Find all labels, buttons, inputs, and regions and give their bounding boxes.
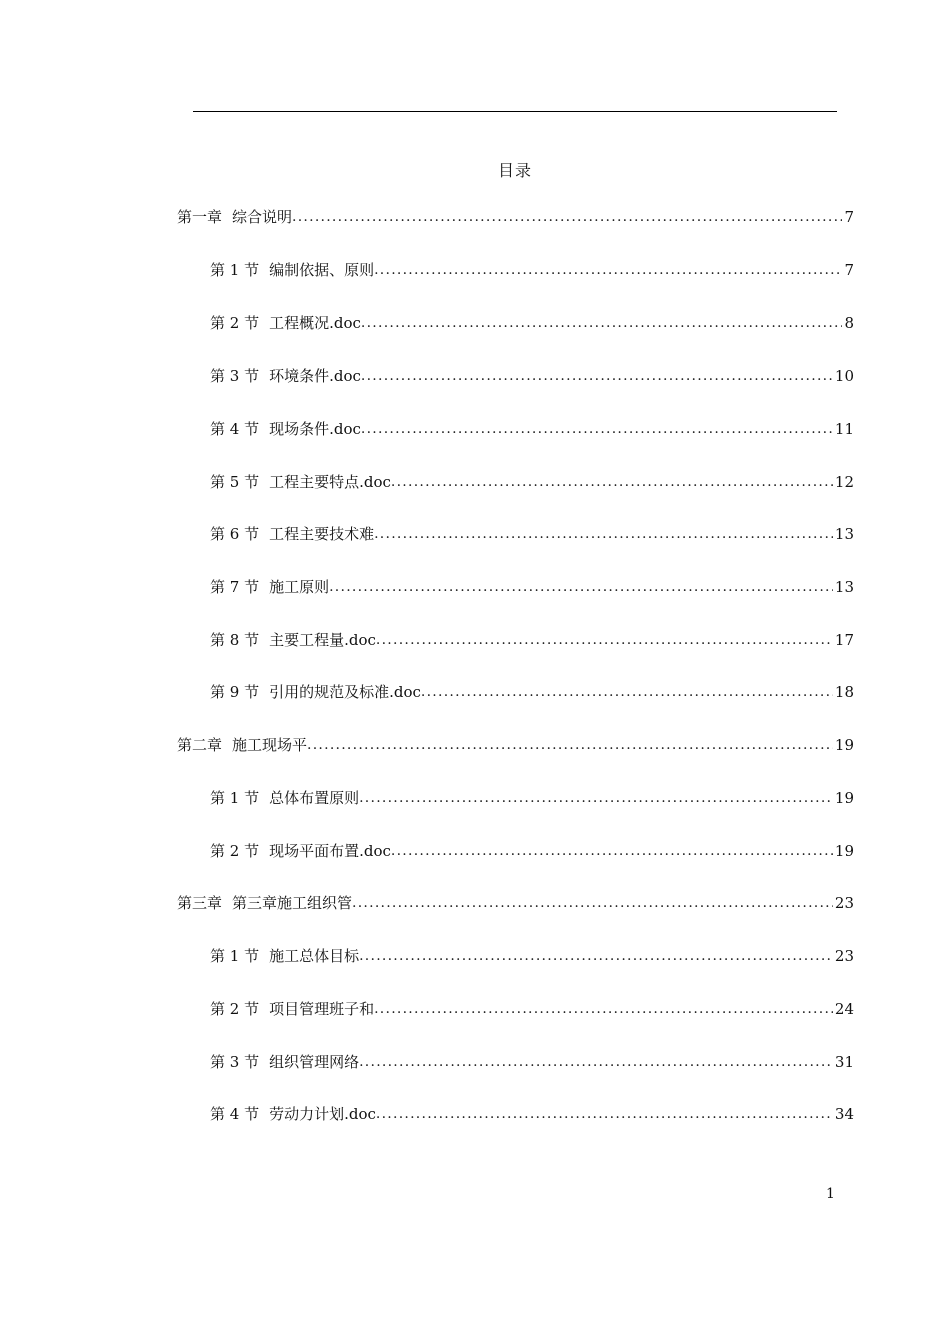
toc-entry-title: 施工总体目标: [269, 947, 360, 965]
toc-dot-leader: [361, 366, 833, 386]
toc-entry-title: 编制依据、原则: [269, 261, 375, 279]
toc-dot-leader: [292, 207, 842, 227]
toc-dot-leader: [391, 841, 833, 861]
toc-dot-leader: [391, 472, 833, 492]
toc-dot-leader: [421, 682, 833, 702]
toc-entry-page: 19: [834, 842, 854, 860]
toc-entry-page: 18: [834, 683, 854, 701]
toc-dot-leader: [359, 788, 833, 808]
toc-entry-section[interactable]: [210, 520, 854, 544]
toc-entry-number: 第 1 节: [210, 947, 260, 965]
toc-entry-page: 24: [834, 1000, 854, 1018]
toc-title: 目录: [497, 161, 532, 180]
toc-entry-section[interactable]: [210, 626, 854, 650]
toc-entry-number: 第二章: [177, 736, 223, 754]
toc-entry-page: 23: [834, 894, 854, 912]
page-number: 1: [826, 1186, 835, 1202]
toc-entry-number: 第 7 节: [210, 578, 260, 596]
toc-entry-title: 引用的规范及标准.doc: [269, 683, 421, 701]
toc-entry-section[interactable]: [210, 256, 854, 280]
toc-entry-title: 工程主要特点.doc: [269, 473, 391, 491]
toc-entry-number: 第 8 节: [210, 631, 260, 649]
toc-entry-title: 项目管理班子和: [269, 1000, 375, 1018]
toc-entry-page: 23: [834, 947, 854, 965]
toc-entry-section[interactable]: [210, 678, 854, 702]
toc-entry-number: 第 6 节: [210, 525, 260, 543]
toc-entry-number: 第 1 节: [210, 789, 260, 807]
toc-entry-page: 19: [834, 736, 854, 754]
toc-entry-page: 7: [844, 208, 854, 226]
toc-entry-number: 第 3 节: [210, 367, 260, 385]
toc-dot-leader: [359, 946, 833, 966]
toc-entry-number: 第一章: [177, 208, 223, 226]
toc-entry-title: 工程主要技术难: [269, 525, 375, 543]
toc-entry-section[interactable]: [210, 1100, 854, 1124]
toc-entry-number: 第 4 节: [210, 1105, 260, 1123]
toc-entry-page: 7: [844, 261, 854, 279]
toc-entry-section[interactable]: [210, 415, 854, 439]
toc-entry-number: 第 9 节: [210, 683, 260, 701]
toc-entry-section[interactable]: [210, 309, 854, 333]
toc-entry-number: 第 2 节: [210, 842, 260, 860]
toc-dot-leader: [352, 893, 833, 913]
toc-entry-section[interactable]: [210, 573, 854, 597]
toc-entry-page: 34: [834, 1105, 854, 1123]
toc-entry-title: 总体布置原则: [269, 789, 360, 807]
toc-entry-section[interactable]: [210, 837, 854, 861]
toc-entry-section[interactable]: [210, 362, 854, 386]
toc-entry-title: 现场条件.doc: [269, 420, 361, 438]
toc-dot-leader: [374, 524, 833, 544]
toc-entry-page: 31: [834, 1053, 854, 1071]
toc-dot-leader: [374, 999, 833, 1019]
toc-entry-title: 工程概况.doc: [269, 314, 361, 332]
toc-dot-leader: [361, 419, 833, 439]
toc-entry-number: 第 2 节: [210, 314, 260, 332]
toc-entry-title: 施工原则: [269, 578, 330, 596]
toc-entry-page: 19: [834, 789, 854, 807]
toc-dot-leader: [376, 630, 833, 650]
toc-dot-leader: [361, 313, 843, 333]
toc-entry-page: 17: [834, 631, 854, 649]
toc-entry-page: 11: [834, 420, 854, 438]
toc-entry-section[interactable]: [210, 468, 854, 492]
toc-entry-title: 第三章施工组织管: [232, 894, 353, 912]
toc-entry-section[interactable]: [210, 942, 854, 966]
toc-dot-leader: [359, 1052, 833, 1072]
toc-entry-page: 13: [834, 525, 854, 543]
toc-entry-title: 现场平面布置.doc: [269, 842, 391, 860]
toc-dot-leader: [307, 735, 833, 755]
toc-dot-leader: [374, 260, 842, 280]
toc-entry-chapter-2[interactable]: [177, 731, 854, 755]
toc-entry-title: 劳动力计划.doc: [269, 1105, 376, 1123]
toc-entry-title: 环境条件.doc: [269, 367, 361, 385]
toc-entry-number: 第三章: [177, 894, 223, 912]
toc-dot-leader: [376, 1104, 833, 1124]
toc-entry-title: 组织管理网络: [269, 1053, 360, 1071]
toc-entry-page: 10: [834, 367, 854, 385]
toc-entry-number: 第 4 节: [210, 420, 260, 438]
toc-entry-number: 第 3 节: [210, 1053, 260, 1071]
toc-entry-section[interactable]: [210, 784, 854, 808]
toc-entry-number: 第 5 节: [210, 473, 260, 491]
toc-dot-leader: [329, 577, 833, 597]
toc-entry-title: 综合说明: [232, 208, 293, 226]
toc-entry-title: 主要工程量.doc: [269, 631, 376, 649]
toc-entry-chapter-3[interactable]: [177, 889, 854, 913]
toc-entry-number: 第 2 节: [210, 1000, 260, 1018]
toc-entry-number: 第 1 节: [210, 261, 260, 279]
toc-entry-page: 13: [834, 578, 854, 596]
toc-entry-section[interactable]: [210, 1048, 854, 1072]
toc-entry-section[interactable]: [210, 995, 854, 1019]
toc-entry-page: 8: [844, 314, 854, 332]
toc-entry-chapter-1[interactable]: [177, 203, 854, 227]
toc-entry-title: 施工现场平: [232, 736, 308, 754]
toc-entry-page: 12: [834, 473, 854, 491]
